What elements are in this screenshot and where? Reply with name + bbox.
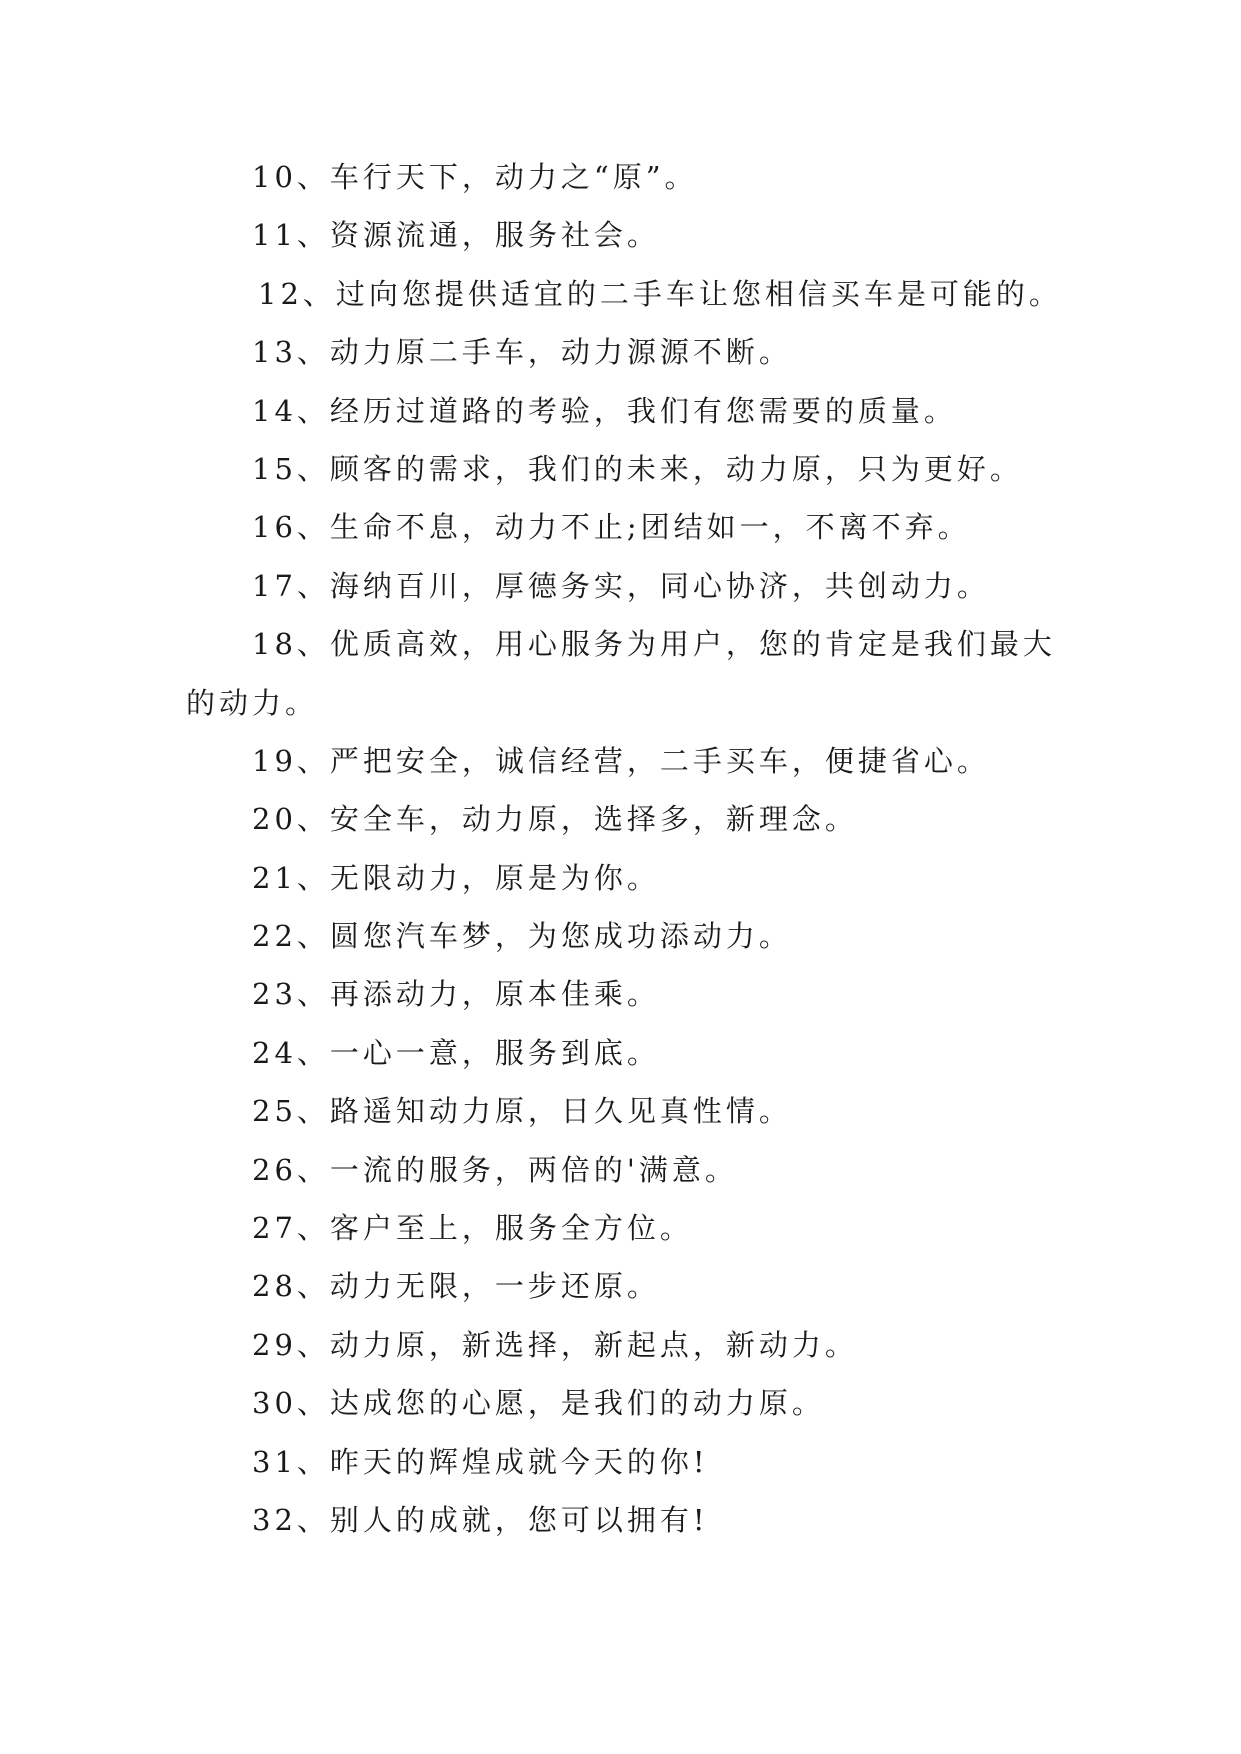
- slogan-list: [186, 148, 1062, 1549]
- slogan-line-28: 28、动力无限，一步还原。: [252, 1269, 660, 1304]
- slogan-line-13: 13、动力原二手车，动力源源不断。: [252, 335, 792, 370]
- slogan-line-25: 25、路遥知动力原，日久见真性情。: [252, 1094, 792, 1129]
- slogan-line-24: 24、一心一意，服务到底。: [252, 1035, 660, 1070]
- slogan-line-18: 18、优质高效，用心服务为用户，您的肯定是我们最大: [252, 627, 1056, 662]
- slogan-line-19: 19、严把安全，诚信经营，二手买车，便捷省心。: [252, 743, 990, 778]
- slogan-line-29: 29、动力原，新选择，新起点，新动力。: [252, 1327, 858, 1362]
- slogan-line-30: 30、达成您的心愿，是我们的动力原。: [252, 1386, 825, 1421]
- slogan-line-17: 17、海纳百川，厚德务实，同心协济，共创动力。: [252, 568, 990, 603]
- slogan-line-16: 16、生命不息，动力不止;团结如一，不离不弃。: [252, 510, 971, 545]
- slogan-line-12: 12、过向您提供适宜的二手车让您相信买车是可能的。: [258, 276, 1062, 311]
- slogan-line-15: 15、顾客的需求，我们的未来，动力原，只为更好。: [252, 451, 1023, 486]
- slogan-line-20: 20、安全车，动力原，选择多，新理念。: [252, 802, 858, 837]
- slogan-line-32: 32、别人的成就，您可以拥有!: [252, 1502, 709, 1537]
- slogan-line-14: 14、经历过道路的考验，我们有您需要的质量。: [252, 393, 957, 428]
- slogan-line-10: 10、车行天下，动力之“原”。: [252, 160, 698, 194]
- slogan-line-27: 27、客户至上，服务全方位。: [252, 1211, 693, 1246]
- slogan-line-31: 31、昨天的辉煌成就今天的你!: [252, 1444, 709, 1479]
- slogan-line-11: 11、资源流通，服务社会。: [252, 218, 660, 253]
- slogan-line-23: 23、再添动力，原本佳乘。: [252, 977, 660, 1012]
- slogan-line-21: 21、无限动力，原是为你。: [252, 860, 660, 895]
- slogan-line-22: 22、圆您汽车梦，为您成功添动力。: [252, 919, 792, 954]
- slogan-line-26: 26、一流的服务，两倍的'满意。: [252, 1152, 738, 1187]
- slogan-line-18-continuation: 的动力。: [186, 685, 319, 720]
